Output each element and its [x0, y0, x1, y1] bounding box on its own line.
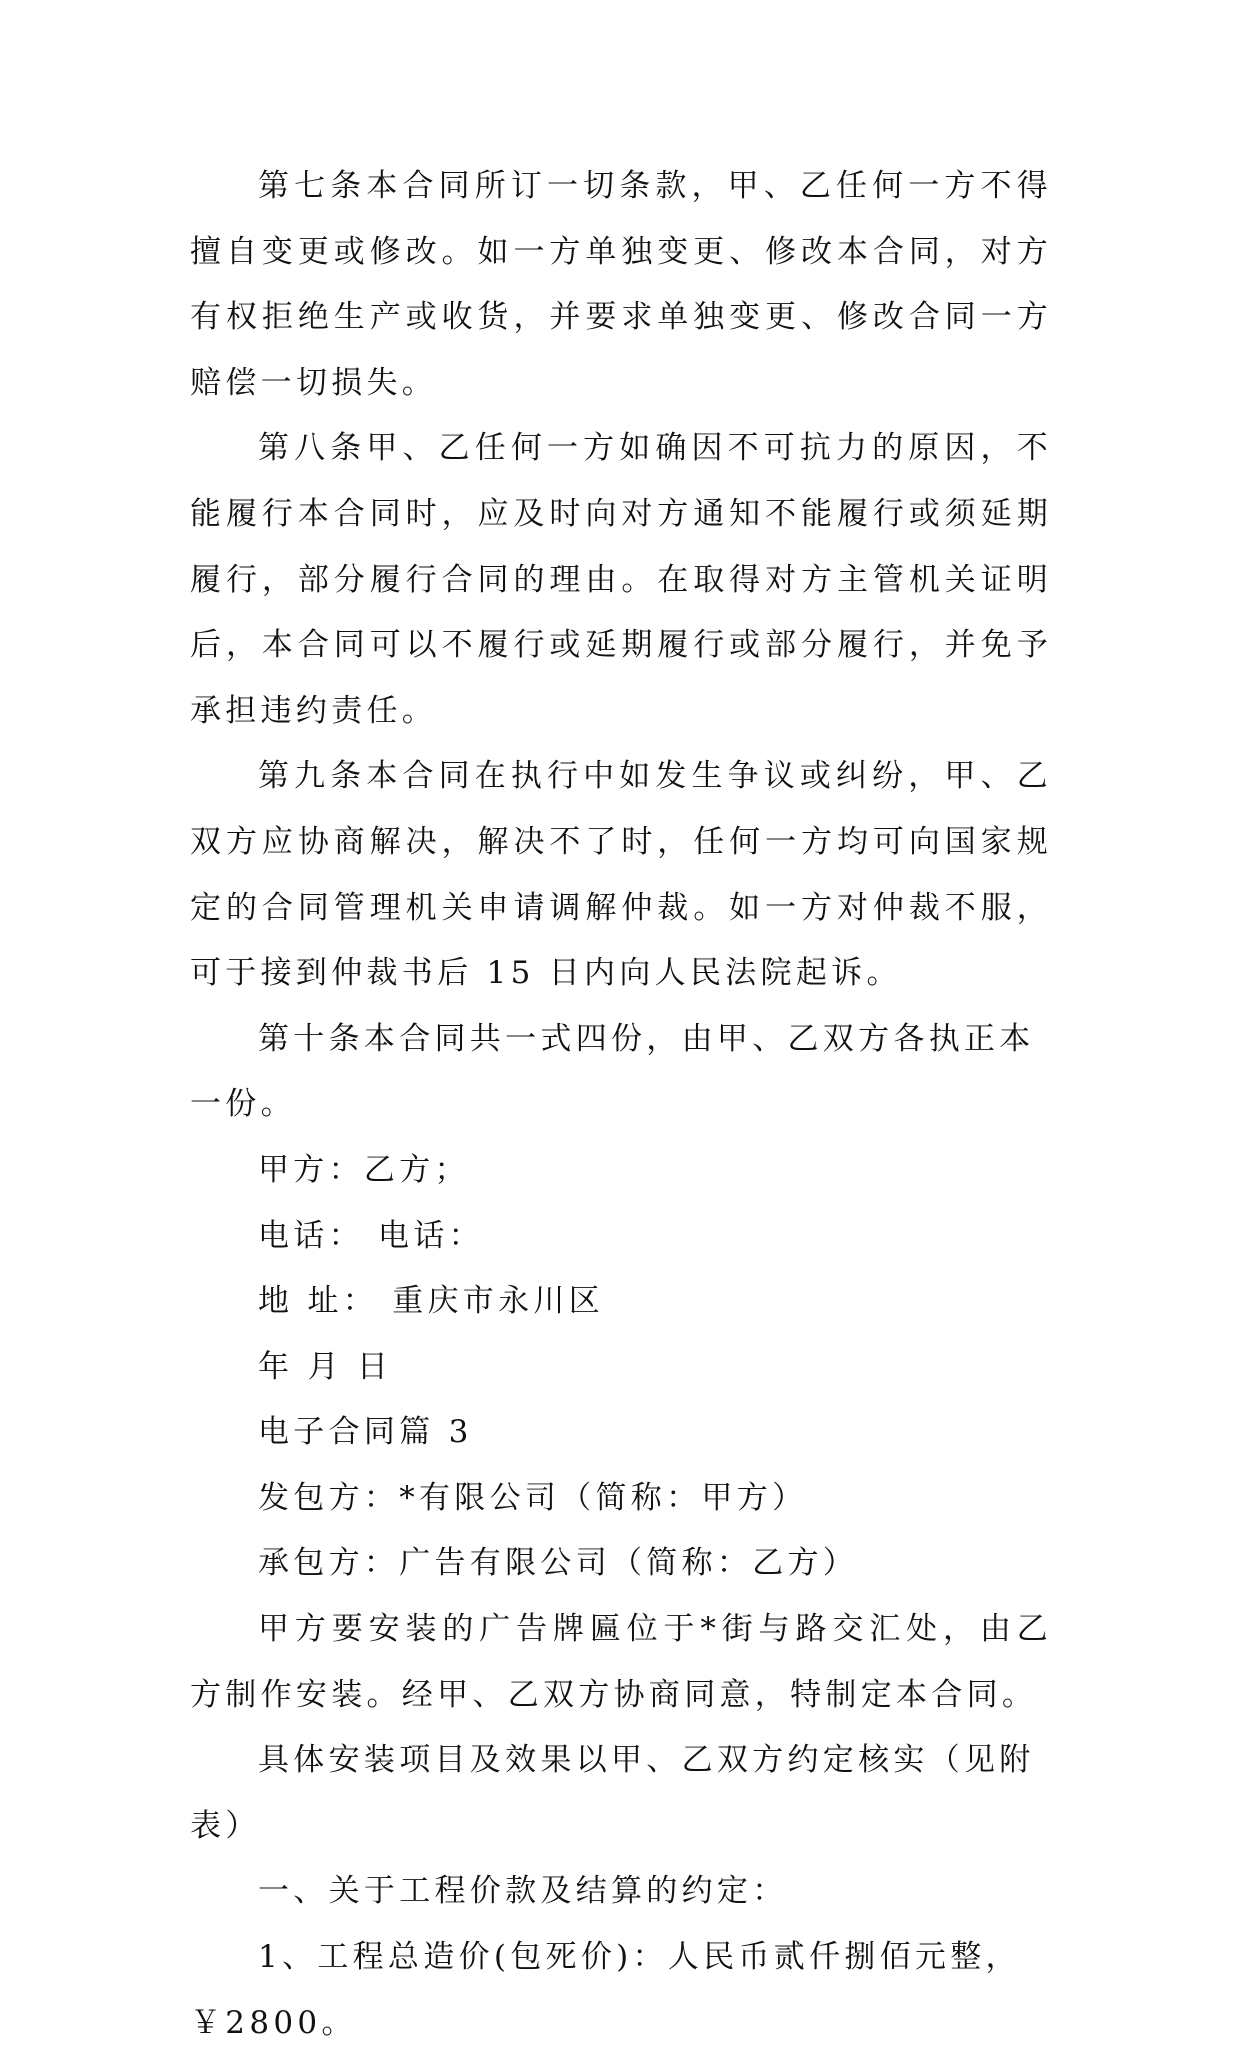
clause-7-paragraph: 第七条本合同所订一切条款，甲、乙任何一方不得擅自变更或修改。如一方单独变更、修改本合同，对方有权拒绝生产或收货，并要求单独变更、修改合同一方赔偿一切损失。	[190, 168, 1052, 401]
pricing-heading: 一、关于工程价款及结算的约定：	[258, 1873, 788, 1910]
address-line: 地 址： 重庆市永川区	[258, 1283, 605, 1320]
total-price-line: 1、工程总造价(包死价)：人民币贰仟捌佰元整，￥2800。	[190, 1939, 1021, 2041]
project-intro-paragraph: 甲方要安装的广告牌匾位于*街与路交汇处，由乙方制作安装。经甲、乙双方协商同意，特制定本合同。	[190, 1611, 1052, 1713]
clause-8-paragraph: 第八条甲、乙任何一方如确因不可抗力的原因，不能履行本合同时，应及时向对方通知不能履行或须延期履行，部分履行合同的理由。在取得对方主管机关证明后，本合同可以不履行或延期履行或部分履行，并免予承担违约责任。	[190, 430, 1052, 729]
section-heading: 电子合同篇 3	[258, 1414, 473, 1451]
project-detail-line: 具体安装项目及效果以甲、乙双方约定核实（见附表）	[190, 1742, 1035, 1844]
clause-9-paragraph: 第九条本合同在执行中如发生争议或纠纷，甲、乙双方应协商解决，解决不了时，任何一方均可向国家规定的合同管理机关申请调解仲裁。如一方对仲裁不服，可于接到仲裁书后 15 日内向人民法院起诉。	[190, 758, 1052, 992]
party-line: 甲方：乙方；	[258, 1151, 470, 1188]
date-line: 年 月 日	[258, 1348, 393, 1385]
phone-line: 电话： 电话：	[258, 1217, 484, 1254]
document-body	[190, 154, 1052, 2056]
clause-10-paragraph: 第十条本合同共一式四份，由甲、乙双方各执正本一份。	[190, 1020, 1035, 1123]
contractor-issuer-line: 发包方：*有限公司（简称：甲方）	[258, 1479, 808, 1516]
contractor-line: 承包方：广告有限公司（简称：乙方）	[258, 1545, 859, 1582]
